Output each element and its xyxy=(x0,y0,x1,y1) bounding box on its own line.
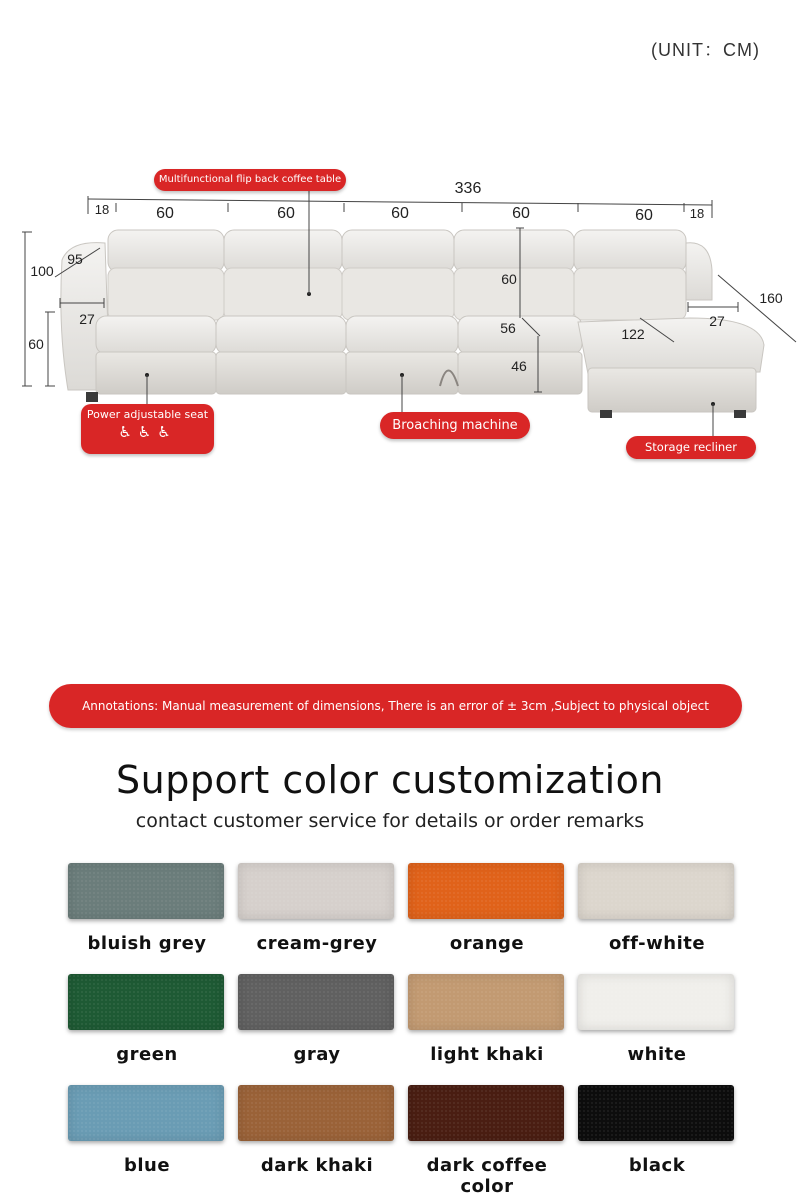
color-swatch[interactable] xyxy=(238,863,394,919)
dim-seat-depth: 56 xyxy=(500,320,516,336)
color-label: orange xyxy=(449,933,525,954)
dim-seat-height: 46 xyxy=(511,358,527,374)
color-swatch[interactable] xyxy=(578,863,734,919)
color-swatch[interactable] xyxy=(578,1085,734,1141)
color-swatch[interactable] xyxy=(68,1085,224,1141)
dim-depth: 95 xyxy=(67,251,83,267)
dim-arm-width-left: 27 xyxy=(79,311,95,327)
recliner-icon: ♿♿♿ xyxy=(118,423,177,441)
color-swatch[interactable] xyxy=(408,1085,564,1141)
color-option[interactable] xyxy=(578,1085,736,1196)
coffee-table-callout: Multifunctional flip back coffee table xyxy=(154,169,346,191)
power-seat-label: Power adjustable seat xyxy=(86,408,209,421)
color-label: dark khaki xyxy=(260,1155,374,1176)
color-swatch[interactable] xyxy=(408,974,564,1030)
color-option[interactable] xyxy=(238,974,396,1085)
dim-arm-height: 60 xyxy=(28,336,44,352)
support-subtitle: contact customer service for details or order remarks xyxy=(135,810,645,832)
power-seat-callout xyxy=(81,404,214,454)
color-swatch-grid xyxy=(68,863,738,1196)
color-option[interactable] xyxy=(578,863,736,974)
dim-overall-height: 100 xyxy=(30,263,54,279)
dim-chaise-width: 122 xyxy=(621,326,645,342)
dim-seat-width-4: 60 xyxy=(512,205,530,222)
dim-arm-width-right: 27 xyxy=(709,313,725,329)
color-option[interactable] xyxy=(68,1085,226,1196)
dim-seat-width-5: 60 xyxy=(635,207,653,224)
color-label: dark coffee color xyxy=(426,1155,548,1197)
color-swatch[interactable] xyxy=(238,1085,394,1141)
sofa-dimension-diagram xyxy=(0,0,800,470)
color-swatch[interactable] xyxy=(238,974,394,1030)
color-option[interactable] xyxy=(408,863,566,974)
color-label: blue xyxy=(123,1155,171,1176)
dim-arm-left: 18 xyxy=(94,202,110,217)
unit-label: (UNIT：CM) xyxy=(651,40,760,60)
dim-seat-width-2: 60 xyxy=(277,205,295,222)
color-swatch[interactable] xyxy=(68,863,224,919)
color-swatch[interactable] xyxy=(408,863,564,919)
color-option[interactable] xyxy=(68,863,226,974)
color-label: white xyxy=(627,1044,687,1065)
color-label: black xyxy=(628,1155,686,1176)
dim-arm-right: 18 xyxy=(689,206,705,221)
dim-chaise-length: 160 xyxy=(759,290,783,306)
broaching-callout: Broaching machine xyxy=(380,412,530,439)
color-label: gray xyxy=(293,1044,341,1065)
color-label: cream-grey xyxy=(256,933,378,954)
color-option[interactable] xyxy=(238,863,396,974)
dim-seat-width-1: 60 xyxy=(156,205,174,222)
support-title: Support color customization xyxy=(116,758,664,802)
color-option[interactable] xyxy=(408,974,566,1085)
color-swatch[interactable] xyxy=(68,974,224,1030)
color-label: light khaki xyxy=(430,1044,544,1065)
sofa-illustration xyxy=(61,230,764,418)
storage-callout: Storage recliner xyxy=(626,436,756,459)
color-option[interactable] xyxy=(68,974,226,1085)
dim-back-height: 60 xyxy=(501,271,517,287)
color-label: green xyxy=(116,1044,178,1065)
color-label: off-white xyxy=(608,933,706,954)
color-swatch[interactable] xyxy=(578,974,734,1030)
measurement-annotation: Annotations: Manual measurement of dimensions, There is an error of ± 3cm ,Subject to physical object xyxy=(49,684,742,728)
color-label: bluish grey xyxy=(87,933,207,954)
color-option[interactable] xyxy=(578,974,736,1085)
color-option[interactable] xyxy=(408,1085,566,1196)
color-option[interactable] xyxy=(238,1085,396,1196)
dim-seat-width-3: 60 xyxy=(391,205,409,222)
dim-total-width: 336 xyxy=(454,180,482,197)
